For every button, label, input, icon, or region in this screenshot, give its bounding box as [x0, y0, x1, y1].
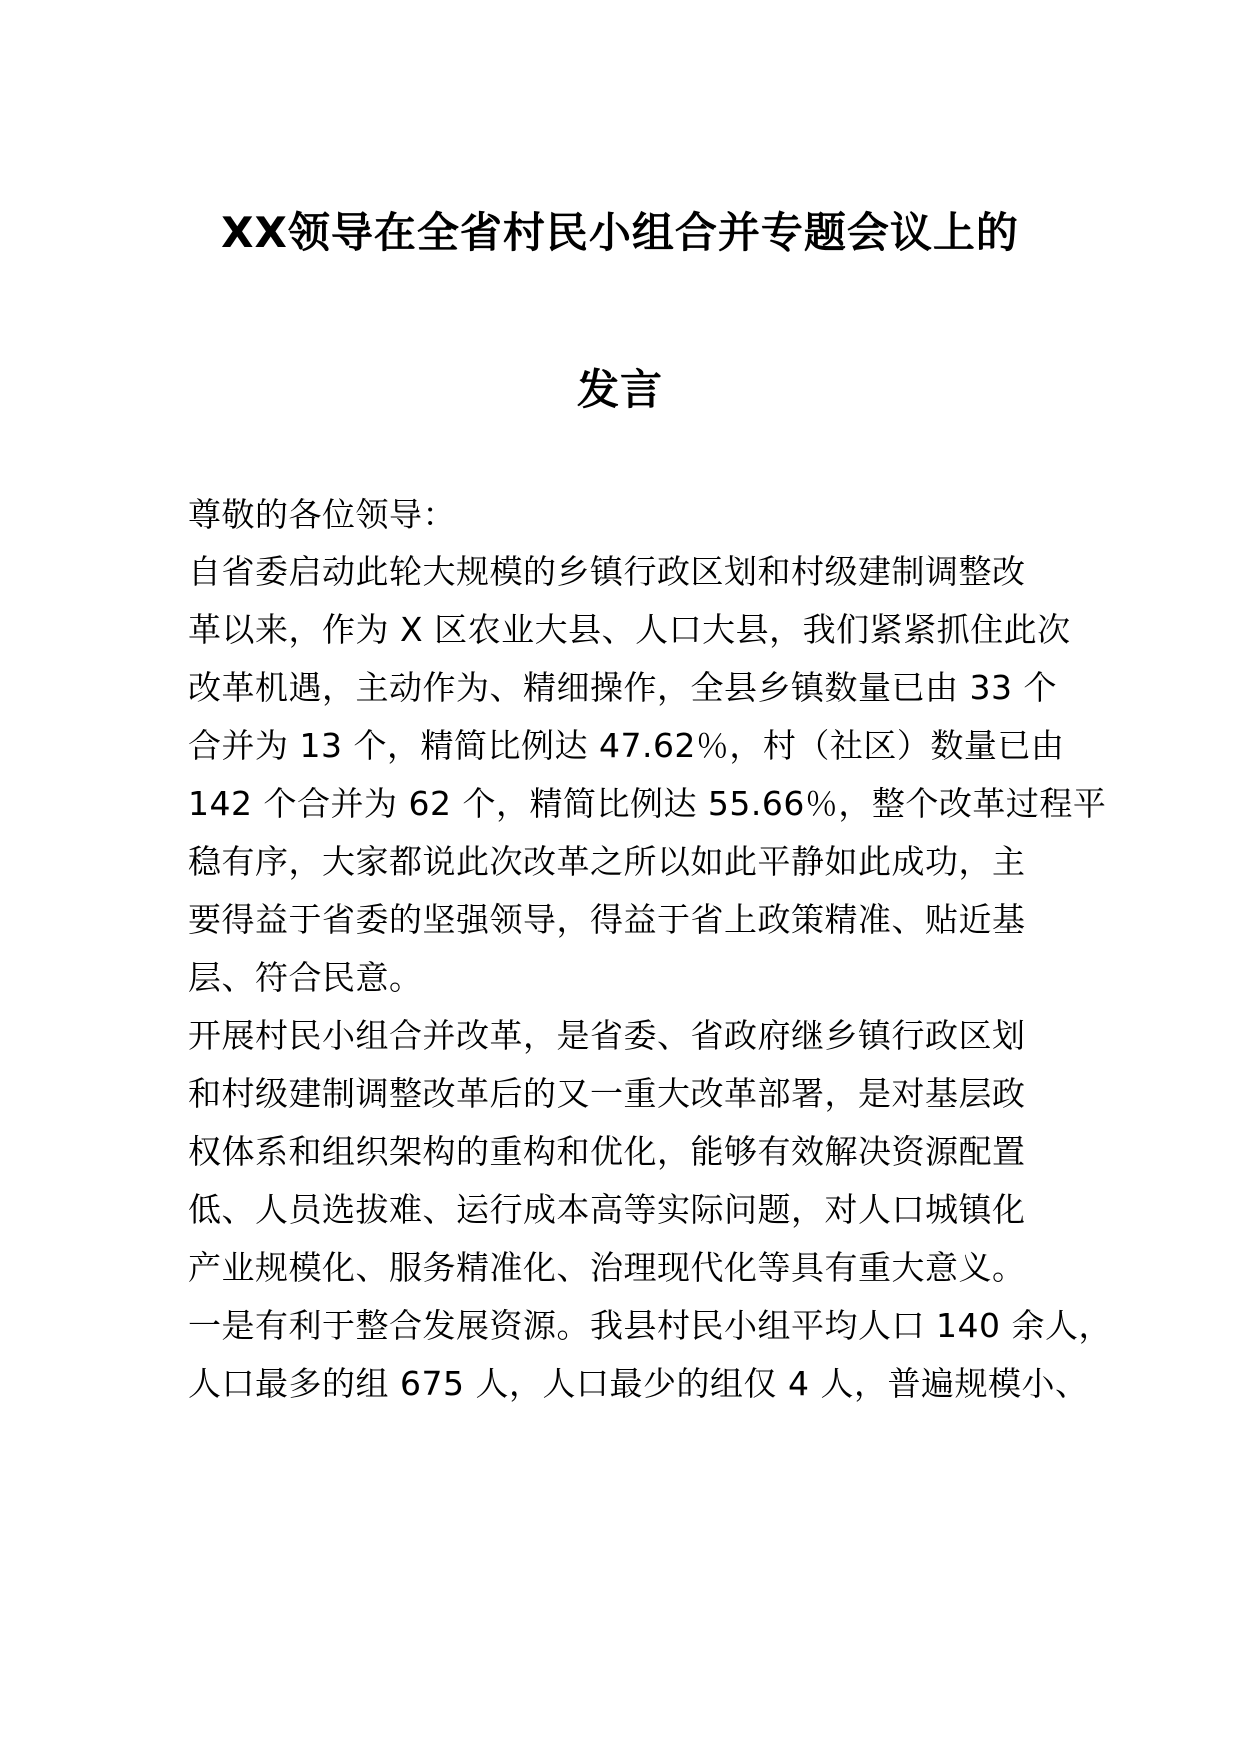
- document-title-line-1: XX领导在全省村民小组合并专题会议上的: [221, 208, 1019, 257]
- paragraph-1-line-8: 层、符合民意。: [188, 958, 423, 997]
- paragraph-3-line-2: 人口最多的组 675 人，人口最少的组仅 4 人，普遍规模小、: [188, 1364, 1089, 1403]
- paragraph-3-line-1: 一是有利于整合发展资源。我县村民小组平均人口 140 余人，: [188, 1306, 1112, 1345]
- paragraph-1-line-7: 要得益于省委的坚强领导，得益于省上政策精准、贴近基: [188, 900, 1026, 939]
- paragraph-1-line-4: 合并为 13 个，精简比例达 47.62％，村（社区）数量已由: [188, 726, 1065, 765]
- paragraph-2-line-3: 权体系和组织架构的重构和优化，能够有效解决资源配置: [188, 1132, 1026, 1171]
- paragraph-1-line-2: 革以来，作为 X 区农业大县、人口大县，我们紧紧抓住此次: [188, 610, 1071, 649]
- paragraph-2-line-1: 开展村民小组合并改革，是省委、省政府继乡镇行政区划: [188, 1016, 1026, 1055]
- paragraph-1-line-6: 稳有序，大家都说此次改革之所以如此平静如此成功，主: [188, 842, 1026, 881]
- salutation: 尊敬的各位领导：: [188, 495, 456, 534]
- paragraph-2-line-2: 和村级建制调整改革后的又一重大改革部署，是对基层政: [188, 1074, 1026, 1113]
- paragraph-1-line-1: 自省委启动此轮大规模的乡镇行政区划和村级建制调整改: [188, 552, 1026, 591]
- paragraph-2-line-5: 产业规模化、服务精准化、治理现代化等具有重大意义。: [188, 1248, 1026, 1287]
- document-title-line-2: 发言: [576, 365, 663, 414]
- paragraph-2-line-4: 低、人员选拔难、运行成本高等实际问题，对人口城镇化: [188, 1190, 1026, 1229]
- paragraph-1-line-5: 142 个合并为 62 个，精简比例达 55.66％，整个改革过程平: [188, 784, 1107, 823]
- paragraph-1-line-3: 改革机遇，主动作为、精细操作，全县乡镇数量已由 33 个: [188, 668, 1057, 707]
